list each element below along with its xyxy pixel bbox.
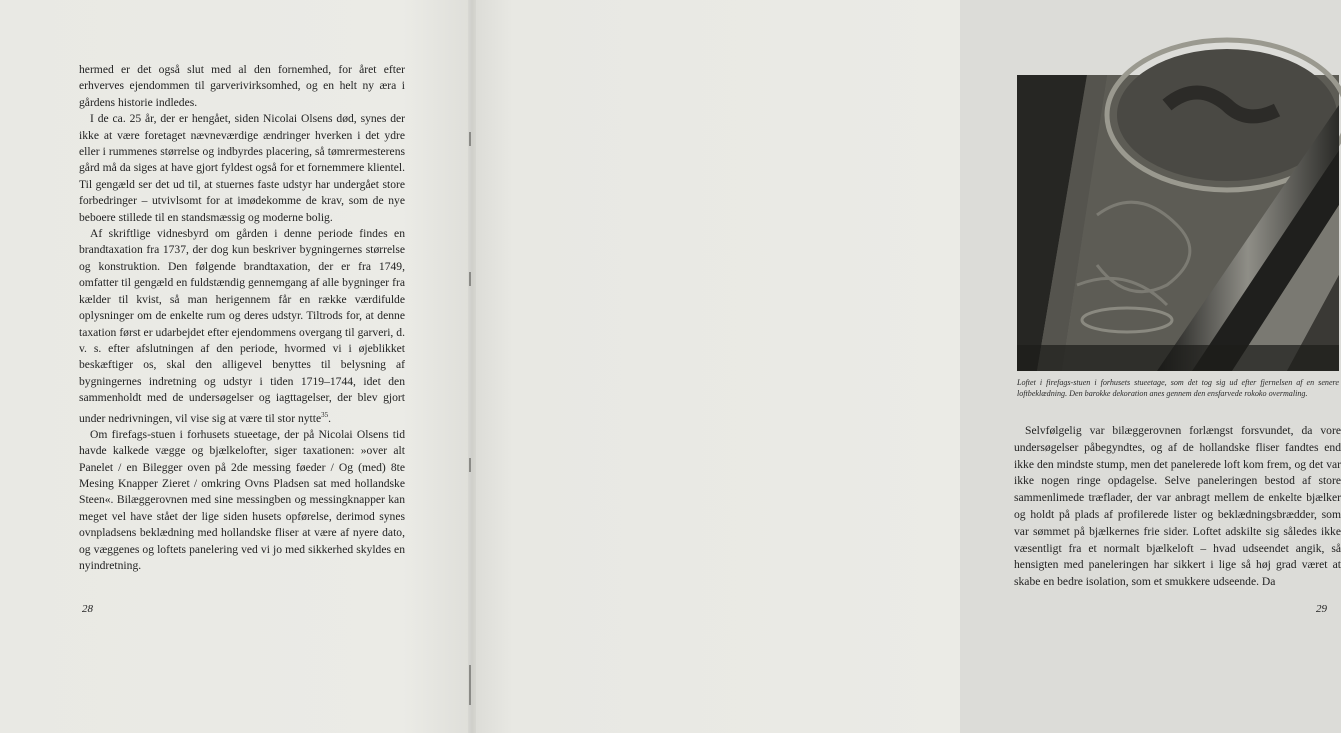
page-number: 28 [82, 603, 93, 615]
book-gutter [468, 0, 476, 733]
page-number: 29 [1316, 603, 1327, 615]
left-page [0, 0, 474, 733]
paragraph: Selvfølgelig var bilæggerovnen forlængst forsvundet, da vore undersøgelser påbegyndtes, og af de hollandske fliser fandtes end ikke den mindste stump, men det panelerede loft kom frem, og det var ikke nogen ringe opdagelse. Selve paneleringen bestod af store sammenlimede træflader, der var anbragt mellem de enkelte bjælker og holdt på plads af profilerede lister og beklædningsbrædder, som var sømmet på bjælkernes frie sider. Loftet adskilte sig således ikke væsentligt fra et normalt bjælkeloft – hvad udseendet angik, så hensigten med paneleringen har sikkert i lige så høj grad været at skabe en bedre isolation, som et smukkere udseende. Da [1014, 424, 1341, 589]
photo-caption: Loftet i firefags-stuen i forhusets stueetage, som det tog sig ud efter fjernelsen af en senere loftbeklædning. Den barokke dekoration anes gennem den ensfarvede rokoko overmaling. [1017, 378, 1339, 398]
paragraph-text: Af skriftlige vidnesbyrd om gården i denne periode findes en brandtaxation fra 1737, der dog kun beskriver bygningernes størrelse og konstruktion. Den følgende brandtaxation, der er fra 1749, omfatter til gengæld en fuldstændig gennemgang af alle bygninger fra kælder til kvist, så man herigennem får en række værdifulde oplysninger om de enkelte rum og deres udstyr. Tiltrods for, at denne taxation først er udarbejdet efter ejendommens overgang til garveri, d. v. s. efter afslutningen af den periode, hvormed vi i øjeblikket beskæftiger os, skal den alligevel benyttes til belysning af bygningernes indretning og udstyr i tiden 1719–1744, idet den sammenholdt med de undersøgelser og iagttagelser, der blev gjort under nedrivningen, vil vise sig at være til stor nytte [79, 227, 405, 425]
binding-stitch [469, 132, 471, 146]
right-page-text [1014, 423, 1341, 591]
binding-stitch [469, 665, 471, 705]
binding-stitch [469, 458, 471, 472]
painted-ceiling-photo [1017, 75, 1339, 371]
paragraph: I de ca. 25 år, der er hengået, siden Nicolai Olsens død, synes der ikke at være foretaget nævneværdige ændringer hverken i det ydre eller i rummenes størrelse og indbyrdes placering, så tømrermesterens gård må da siges at have gjort fyldest også for et fornemmere klientel. Til gengæld ser det ud til, at stuernes faste udstyr har undergået store forbedringer – utvivlsomt for at imødekomme de krav, som de nye beboere stillede til en standsmæssig og moderne bolig. [79, 112, 405, 224]
binding-stitch [469, 272, 471, 286]
ceiling-photo-illustration [1017, 75, 1339, 371]
left-page-text [79, 62, 405, 574]
paragraph: Af skriftlige vidnesbyrd om gården i denne periode findes en brandtaxation fra 1737, der dog kun beskriver bygningernes størrelse og konstruktion. Den følgende brandtaxation, der er fra 1749, omfatter til gengæld en fuldstændig gennemgang af alle bygninger fra kælder til kvist, så man herigennem får en række værdifulde oplysninger om de enkelte rum og deres udstyr. Tiltrods for, at denne taxation først er udarbejdet efter ejendommens overgang til garveri, d. v. s. efter afslutningen af den periode, hvormed vi i øjeblikket beskæftiger os, skal den alligevel benyttes til belysning af bygningernes indretning og udstyr i tiden 1719–1744, idet den sammenholdt med de undersøgelser og iagttagelser, der blev gjort under nedrivningen, vil vise sig at være til stor nytte$^{35}$. [79, 227, 405, 425]
right-page [474, 0, 1341, 733]
footnote-reference: 35 [321, 410, 329, 419]
paragraph: hermed er det også slut med al den fornemhed, for året efter erhverves ejendommen til garverivirksomhed, og en helt ny æra i gårdens historie indledes. [79, 63, 405, 109]
paragraph: Om firefags-stuen i forhusets stueetage, der på Nicolai Olsens tid havde kalkede vægge og bjælkelofter, siger taxationen: »over alt Panelet / en Bilegger oven på 2de messing føeder / Og (med) 8te Mesing Knapper Zieret / omkring Ovns Pladsen sat med hollandske Steen«. Bilæggerovnen med sine messingben og messingknapper kan meget vel have stået der lige siden husets opførelse, derimod synes ovnpladsens beklædning med hollandske fliser at være af nyere dato, og væggenes og loftets panelering ved vi jo med sikkerhed skyldes en nyindretning. [79, 427, 405, 573]
